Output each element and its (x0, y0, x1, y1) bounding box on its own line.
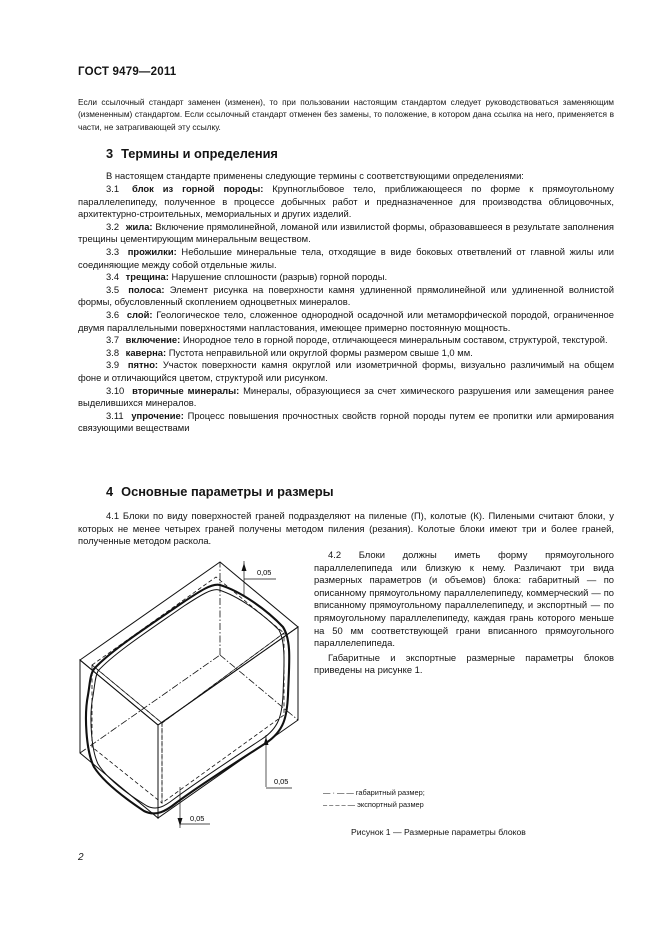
term-item: 3.5 полоса: Элемент рисунка на поверхности камня удлиненной прямолинейной или удлиненной волнистой формы, обусловленный скоплением одноцветных минералов. (78, 283, 615, 308)
intro-paragraph: Если ссылочный стандарт заменен (изменен), то при пользовании настоящим стандартом следует руководствоваться заменяющим (измененным) стандартом. Если ссылочный стандарт отменен без замены, то положение, в котором дана ссылка на него, применяется в части, не затрагивающей эту ссылку. (78, 97, 614, 132)
document-header: ГОСТ 9479—2011 (78, 66, 177, 78)
dim-arrow (242, 563, 247, 571)
legend-symbol-dashed: – – – – (323, 800, 346, 809)
dim-label-bottom: 0,05 (190, 814, 205, 823)
dim-label-right: 0,05 (274, 777, 289, 786)
dim-arrow (178, 818, 183, 826)
term-item: 3.1 блок из горной породы: Крупноглыбовое тело, приближающееся по форме к прямоугольному параллелепипеду, полученное в процессе добычных работ и предназначенное для производства облицовочных, архитектурно-строительных, мемориальных и других изделий. (78, 183, 614, 220)
right-column-text (314, 549, 614, 677)
term-item: 3.10 вторичные минералы: Минералы, образующиеся за счет химического разрушения или замещения ранее выделившихся минералов. (78, 384, 615, 409)
block-dimensions-figure (70, 555, 310, 835)
term-item: 3.3 прожилки: Небольшие минеральные тела, отходящие в виде боковых ответвлений от главной жилы или соединяющие между собой отдельные жилы. (78, 245, 615, 270)
section-4-heading (106, 484, 334, 499)
figure-caption: Рисунок 1 — Размерные параметры блоков (351, 827, 526, 837)
legend-dash-dot (323, 788, 425, 797)
paragraph-4-1: 4.1 Блоки по виду поверхностей граней подразделяют на пиленые (П), колотые (К). Пилеными считают блоки, у которых не менее четырех граней получены методом пиления (резания). Колотые блоки имеют три и более граней, полученные методом раскола. (78, 510, 614, 547)
legend-label-overall: — габаритный размер; (346, 788, 425, 797)
section-4-title: Основные параметры и размеры (121, 484, 334, 499)
stone-outline-outer (86, 585, 289, 814)
term-item: 3.7 включение: Инородное тело в горной породе, отличающееся минеральным составом, структурой, текстурой. (106, 334, 608, 346)
term-item: 3.4 трещина: Нарушение сплошности (разрыв) горной породы. (106, 271, 388, 283)
page-number: 2 (78, 852, 84, 863)
stone-outline-inner (91, 590, 284, 808)
paragraph-4-3: Габаритные и экспортные размерные параметры блоков приведены на рисунке 1. (314, 651, 614, 676)
inner-box-front-face (92, 665, 162, 803)
outer-box-top-face (80, 562, 298, 725)
term-item: 3.8 каверна: Пустота неправильной или округлой формы размером свыше 1,0 мм. (106, 346, 473, 358)
term-item: 3.6 слой: Геологическое тело, сложенное однородной осадочной или метаморфической породой, ограниченное двумя параллельными поверхностями напластования, имеющее примерно постоянную мощность. (78, 308, 614, 333)
gauge-line-back (80, 655, 220, 753)
terms-list (78, 183, 614, 435)
term-item: 3.9 пятно: Участок поверхности камня округлой или изометричной формы, визуально различимый на общем фоне и отличающийся цветом, структурой или рисунком. (78, 359, 615, 383)
section-3-title: Термины и определения (121, 146, 278, 161)
section-3-heading (106, 146, 278, 161)
section-3-number: 3 (106, 146, 114, 161)
legend-dashed (323, 800, 424, 809)
term-item: 3.2 жила: Включение прямолинейной, ломаной или извилистой формы, образовавшееся в результате заполнения трещины цементирующим минеральным веществом. (78, 220, 614, 245)
section-4-number: 4 (106, 484, 114, 499)
section-3-lead: В настоящем стандарте применены следующие термины с соответствующими определениями: (106, 170, 524, 181)
legend-symbol-dash-dot: — · — (323, 788, 345, 797)
term-item: 3.11 упрочение: Процесс повышения прочностных свойств горной породы путем ее пропитки или армирования связующими веществами (78, 409, 614, 434)
dim-label-top: 0,05 (257, 568, 272, 577)
legend-label-export: — экспортный размер (347, 800, 424, 809)
paragraph-4-2: 4.2 Блоки должны иметь форму прямоугольного параллелепипеда или близкую к нему. Различают три вида размерных параметров (и объемов) блока: габаритный — по описанному прямоугольному параллелепипеду, коммерческий — по вписанному прямоугольному параллелепипеду, и экспортный — по прямоугольному параллелепипеду, каждая грань которого меньше на 50 мм соответствующей грани вписанного прямоугольного параллелепипеда. (314, 549, 614, 649)
